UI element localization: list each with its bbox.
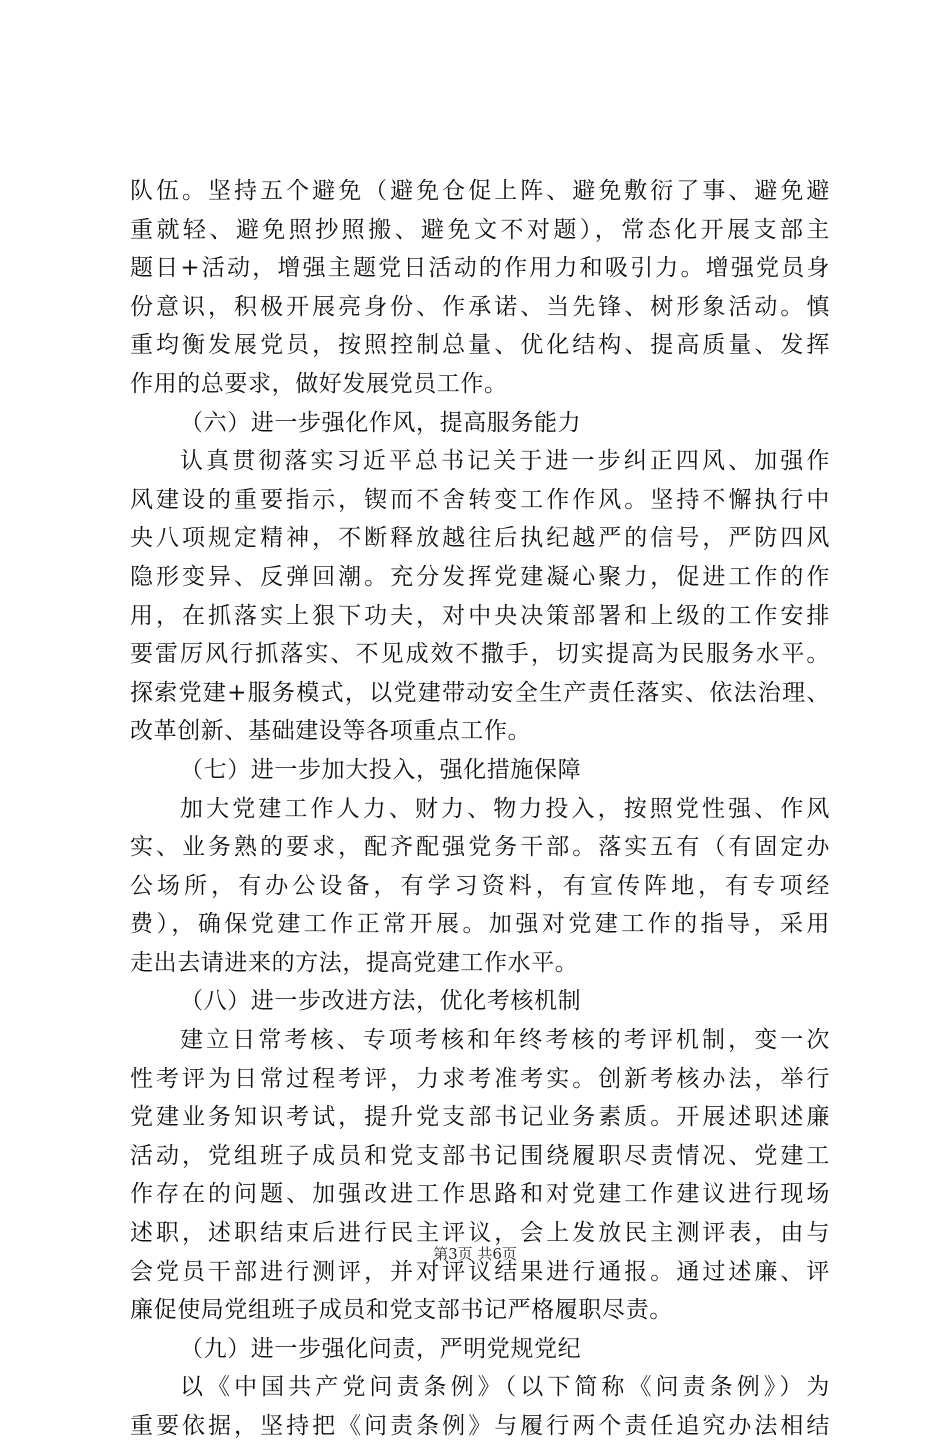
- paragraph-line: 要雷厉风行抓落实、不见成效不撒手，切实提高为民服务水平。: [130, 641, 830, 668]
- paragraph-line: 建立日常考核、专项考核和年终考核的考评机制，变一次: [180, 1027, 830, 1054]
- paragraph-line: 份意识，积极开展亮身份、作承诺、当先锋、树形象活动。慎: [130, 293, 830, 320]
- paragraph-line: 用，在抓落实上狠下功夫，对中央决策部署和上级的工作安排: [130, 602, 830, 629]
- section-heading: （八）进一步改进方法，优化考核机制: [180, 988, 582, 1015]
- paragraph-line: 央八项规定精神，不断释放越往后执纪越严的信号，严防四风: [130, 525, 830, 552]
- paragraph-line: 费），确保党建工作正常开展。加强对党建工作的指导，采用: [130, 911, 830, 938]
- paragraph-line: 活动，党组班子成员和党支部书记围绕履职尽责情况、党建工: [130, 1142, 830, 1169]
- paragraph-line: 队伍。坚持五个避免（避免仓促上阵、避免敷衍了事、避免避: [130, 178, 830, 204]
- paragraph-line: 加大党建工作人力、财力、物力投入，按照党性强、作风: [180, 795, 830, 822]
- paragraph-line: 认真贯彻落实习近平总书记关于进一步纠正四风、加强作: [180, 448, 830, 475]
- paragraph-line: 性考评为日常过程考评，力求考准考实。创新考核办法，举行: [130, 1065, 830, 1092]
- paragraph-line: 重就轻、避免照抄照搬、避免文不对题），常态化开展支部主: [130, 216, 830, 243]
- paragraph-line: 题日+活动，增强主题党日活动的作用力和吸引力。增强党员身: [130, 255, 830, 282]
- paragraph-line: 实、业务熟的要求，配齐配强党务干部。落实五有（有固定办: [130, 834, 830, 861]
- paragraph-line: 廉促使局党组班子成员和党支部书记严格履职尽责。: [130, 1297, 673, 1324]
- page-footer: 第3页 共6页: [433, 1245, 517, 1263]
- paragraph-line: 述职，述职结束后进行民主评议，会上发放民主测评表，由与: [130, 1220, 830, 1247]
- paragraph-line: 走出去请进来的方法，提高党建工作水平。: [130, 949, 579, 976]
- paragraph-line: 隐形变异、反弹回潮。充分发挥党建凝心聚力，促进工作的作: [130, 563, 830, 590]
- section-heading: （九）进一步强化问责，严明党规党纪: [180, 1335, 582, 1362]
- paragraph-line: 重要依据，坚持把《问责条例》与履行两个责任追究办法相结: [130, 1413, 830, 1439]
- paragraph-line: 风建设的重要指示，锲而不舍转变工作作风。坚持不懈执行中: [130, 486, 830, 513]
- paragraph-line: 作用的总要求，做好发展党员工作。: [130, 370, 508, 397]
- section-heading: （七）进一步加大投入，强化措施保障: [180, 756, 582, 783]
- paragraph-line: 改革创新、基础建设等各项重点工作。: [130, 718, 532, 745]
- paragraph-line: 公场所，有办公设备，有学习资料，有宣传阵地，有专项经: [130, 872, 830, 899]
- paragraph-line: 重均衡发展党员，按照控制总量、优化结构、提高质量、发挥: [130, 332, 830, 359]
- paragraph-line: 以《中国共产党问责条例》（以下简称《问责条例》）为: [180, 1374, 830, 1401]
- paragraph-line: 探索党建+服务模式，以党建带动安全生产责任落实、依法治理、: [130, 679, 830, 706]
- paragraph-line: 作存在的问题、加强改进工作思路和对党建工作建议进行现场: [130, 1181, 830, 1208]
- paragraph-line: 会党员干部进行测评，并对评议结果进行通报。通过述廉、评: [130, 1258, 830, 1285]
- section-heading: （六）进一步强化作风，提高服务能力: [180, 409, 582, 436]
- paragraph-line: 党建业务知识考试，提升党支部书记业务素质。开展述职述廉: [130, 1104, 830, 1131]
